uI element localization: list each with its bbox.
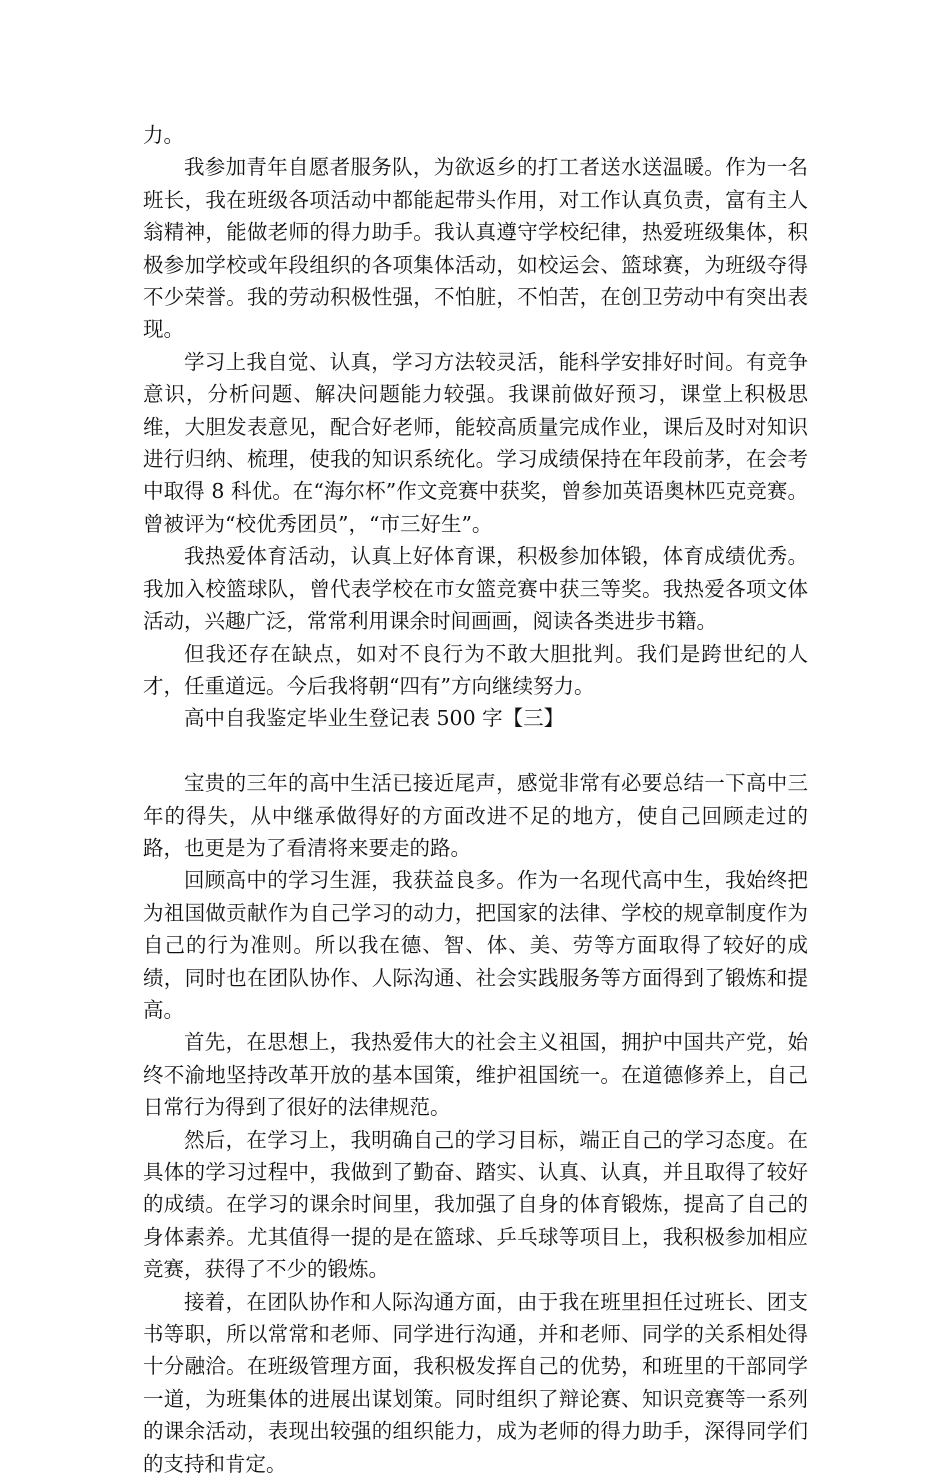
document-body bbox=[143, 119, 808, 1480]
paragraph-teamwork: 接着，在团队协作和人际沟通方面，由于我在班里担任过班长、团支书等职，所以常常和老师、同学进行沟通，并和老师、同学的关系相处得十分融洽。在班级管理方面，我积极发挥自己的优势，和班里的干部同学一道，为班集体的进展出谋划策。同时组织了辩论赛、知识竞赛等一系列的课余活动，表现出较强的组织能力，成为老师的得力助手，深得同学们的支持和肯定。 bbox=[143, 1289, 808, 1476]
paragraph-learning: 然后，在学习上，我明确自己的学习目标，端正自己的学习态度。在具体的学习过程中，我做到了勤奋、踏实、认真、认真，并且取得了较好的成绩。在学习的课余时间里，我加强了自身的体育锻炼，提高了自己的身体素养。尤其值得一提的是在篮球、乒乓球等项目上，我积极参加相应竞赛，获得了不少的锻炼。 bbox=[143, 1127, 808, 1282]
section-heading: 高中自我鉴定毕业生登记表 500 字【三】 bbox=[184, 706, 565, 731]
paragraph-ideology: 首先，在思想上，我热爱伟大的社会主义祖国，拥护中国共产党，始终不渝地坚持改革开放的基本国策，维护祖国统一。在道德修养上，自己日常行为得到了很好的法律规范。 bbox=[143, 1030, 808, 1120]
blank-line bbox=[143, 735, 808, 767]
paragraph-continuation: 力。 bbox=[143, 123, 184, 147]
paragraph-intro: 宝贵的三年的高中生活已接近尾声，感觉非常有必要总结一下高中三年的得失，从中继承做得好的方面改进不足的地方，使自己回顾走过的路，也更是为了看清将来要走的路。 bbox=[143, 771, 808, 860]
paragraph-shortcomings: 但我还存在缺点，如对不良行为不敢大胆批判。我们是跨世纪的人才，任重道远。今后我将朝“四有”方向继续努力。 bbox=[143, 641, 808, 698]
paragraph-study: 学习上我自觉、认真，学习方法较灵活，能科学安排好时间。有竞争意识，分析问题、解决问题能力较强。我课前做好预习，课堂上积极思维，大胆发表意见，配合好老师，能较高质量完成作业，课后及时对知识进行归纳、梳理，使我的知识系统化。学习成绩保持在年段前茅，在会考中取得 8 科优。在“海尔杯”作文竞赛中获奖，曾参加英语奥林匹克竞赛。曾被评为“校优秀团员”，“市三好生”。 bbox=[143, 349, 808, 536]
paragraph-volunteer: 我参加青年自愿者服务队，为欲返乡的打工者送水送温暖。作为一名班长，我在班级各项活动中都能起带头作用，对工作认真负责，富有主人翁精神，能做老师的得力助手。我认真遵守学校纪律，热爱班级集体，积极参加学校或年段组织的各项集体活动，如校运会、篮球赛，为班级夺得不少荣誉。我的劳动积极性强，不怕脏，不怕苦，在创卫劳动中有突出表现。 bbox=[143, 155, 808, 342]
paragraph-sports: 我热爱体育活动，认真上好体育课，积极参加体锻，体育成绩优秀。我加入校篮球队，曾代表学校在市女篮竞赛中获三等奖。我热爱各项文体活动，兴趣广泛，常常利用课余时间画画，阅读各类进步书籍。 bbox=[143, 544, 808, 634]
paragraph-review: 回顾高中的学习生涯，我获益良多。作为一名现代高中生，我始终把为祖国做贡献作为自己学习的动力，把国家的法律、学校的规章制度作为自己的行为准则。所以我在德、智、体、美、劳等方面取得了较好的成绩，同时也在团队协作、人际沟通、社会实践服务等方面得到了锻炼和提高。 bbox=[143, 868, 808, 1022]
